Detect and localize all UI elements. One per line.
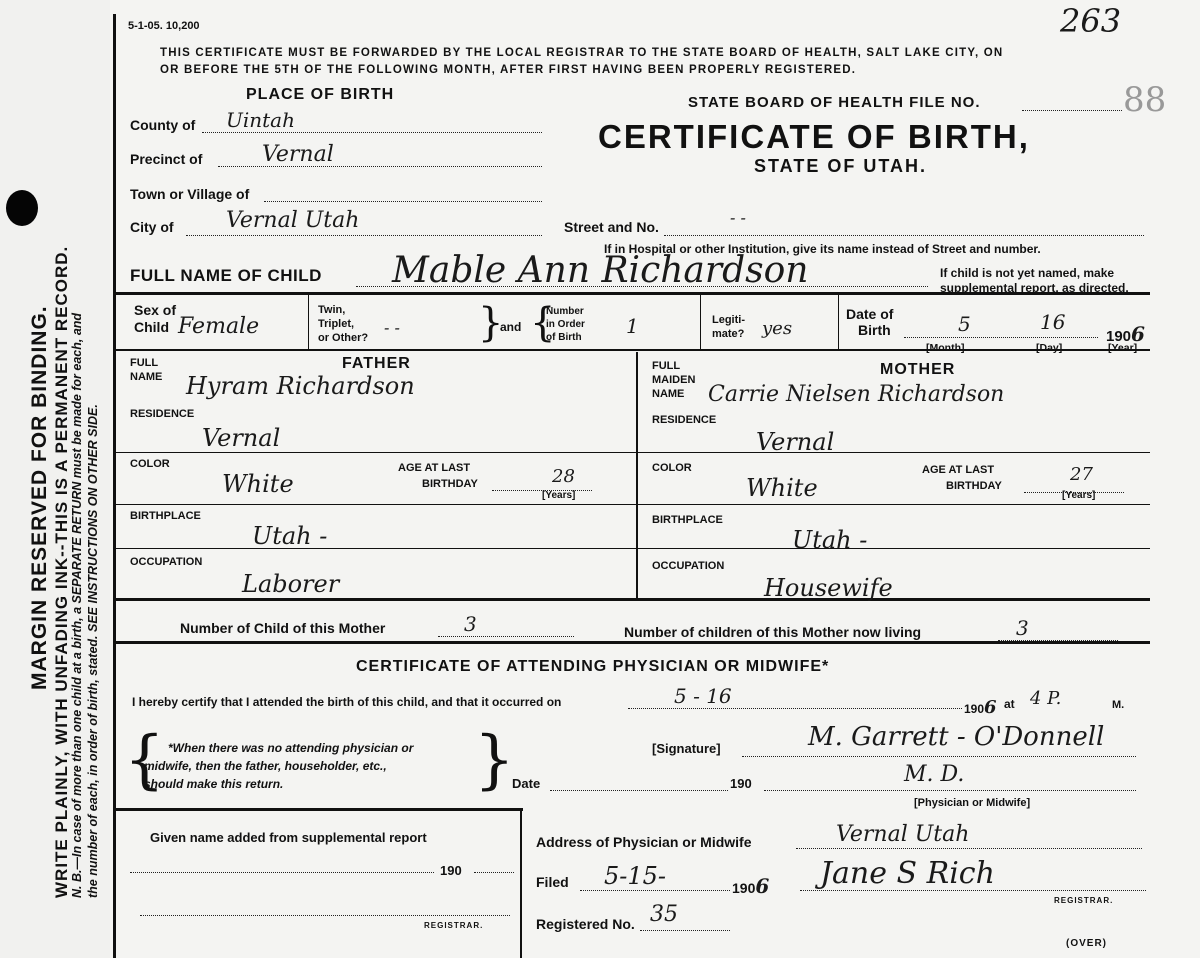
children-living-value: 3 — [1016, 616, 1029, 640]
county-line — [202, 132, 542, 133]
ink-note: WRITE PLAINLY, WITH UNFADING INK--THIS IS A PERMANENT RECORD. — [52, 245, 71, 898]
certificate-title: CERTIFICATE OF BIRTH, — [598, 118, 1030, 155]
date-signed-line — [550, 790, 728, 791]
street-label: Street and No. — [564, 219, 659, 235]
frame-rule-counts — [113, 641, 1150, 644]
date-label: Date — [512, 776, 541, 791]
forward-line-2: OR BEFORE THE 5TH OF THE FOLLOWING MONTH, AFTER FIRST HAVING BEEN PROPERLY REGISTERED. — [160, 64, 857, 76]
occurred-line — [628, 708, 962, 709]
town-line — [264, 201, 542, 202]
father-name-label: NAME — [130, 371, 163, 383]
note-line-2: midwife, then the father, householder, etc., — [144, 759, 387, 773]
given-registrar-label: REGISTRAR. — [424, 921, 484, 930]
note-brace-right: } — [474, 723, 515, 797]
mother-color-label: COLOR — [652, 462, 692, 474]
note-line-3: should make this return. — [144, 777, 284, 791]
twin-label-3: or Other? — [318, 332, 369, 344]
county-label: County of — [130, 117, 196, 133]
over-label: (OVER) — [1066, 938, 1107, 949]
file-no-line — [1022, 110, 1122, 111]
punch-hole — [6, 190, 38, 226]
given-name-line — [130, 872, 434, 873]
twin-label-2: Triplet, — [318, 318, 355, 330]
mother-maiden-label: MAIDEN — [652, 374, 696, 386]
binding-note: MARGIN RESERVED FOR BINDING. — [28, 305, 51, 690]
father-residence-label: RESIDENCE — [130, 408, 195, 420]
note-brace-left: { — [124, 723, 165, 797]
father-rule-2 — [116, 504, 636, 505]
mother-rule-1 — [638, 452, 1150, 453]
father-full-label: FULL — [130, 357, 159, 369]
order-brace: { — [530, 300, 556, 346]
child-number-line — [438, 636, 574, 637]
certificate-subtitle: STATE OF UTAH. — [754, 156, 927, 176]
child-number-label: Number of Child of this Mother — [180, 620, 386, 636]
father-birthplace-value: Utah - — [252, 522, 328, 550]
father-rule-3 — [116, 548, 636, 549]
filed-year — [732, 874, 769, 898]
father-rule-1 — [116, 452, 636, 453]
month-caption: [Month] — [926, 342, 965, 354]
mother-age-label-1: AGE AT LAST — [922, 464, 995, 476]
legit-label-1: Legiti- — [712, 314, 745, 326]
father-age-label-1: AGE AT LAST — [398, 462, 471, 474]
sex-divider-1 — [308, 295, 309, 349]
mother-rule-2 — [638, 504, 1150, 505]
nb-note-2: the number of each, in order of birth, stated. SEE INSTRUCTIONS ON OTHER SIDE. — [86, 404, 100, 898]
mother-birthplace-value: Utah - — [792, 526, 868, 554]
filed-year-digit: 6 — [755, 874, 770, 898]
filed-year-prefix: 190 — [732, 880, 756, 896]
registered-value: 35 — [650, 902, 678, 927]
sex-value: Female — [178, 314, 260, 339]
file-no-value: 88 — [1123, 80, 1167, 120]
mother-birthplace-label: BIRTHPLACE — [652, 514, 723, 526]
full-name-label: FULL NAME OF CHILD — [130, 266, 322, 285]
registrar-label: REGISTRAR. — [1054, 896, 1114, 905]
given-name-label: Given name added from supplemental report — [150, 830, 427, 845]
street-value: - - — [730, 208, 746, 227]
sex-divider-2 — [700, 295, 701, 349]
father-years-caption: [Years] — [542, 490, 576, 501]
birth-day: 16 — [1040, 310, 1066, 334]
physician-heading: CERTIFICATE OF ATTENDING PHYSICIAN OR MIDWIFE* — [356, 658, 830, 675]
mother-heading: MOTHER — [880, 361, 956, 378]
given-year: 190 — [440, 863, 462, 878]
father-birthplace-label: BIRTHPLACE — [130, 510, 201, 522]
given-year-line — [474, 872, 514, 873]
precinct-value: Vernal — [262, 142, 334, 167]
mother-years-caption: [Years] — [1062, 490, 1096, 501]
full-name-value: Mable Ann Richardson — [392, 250, 809, 291]
occurred-year-digit: 6 — [984, 697, 997, 718]
sex-label-2: Child — [134, 319, 169, 335]
filed-label: Filed — [536, 874, 569, 890]
father-residence-value: Vernal — [202, 424, 281, 452]
m-label: M. — [1112, 699, 1125, 711]
mother-residence-value: Vernal — [756, 428, 835, 456]
nb-note-1: N. B.—In case of more than one child at a birth, a SEPARATE RETURN must be made for each, and — [70, 312, 84, 898]
county-value: Uintah — [226, 108, 295, 132]
registered-line — [640, 930, 730, 931]
order-value: 1 — [626, 314, 639, 338]
note-line-1: *When there was no attending physician or — [168, 741, 414, 755]
form-code: 5-1-05. 10,200 — [128, 20, 200, 32]
father-heading: FATHER — [342, 355, 411, 372]
mother-age-value: 27 — [1070, 464, 1093, 485]
frame-rule-footer — [113, 808, 523, 811]
father-age-value: 28 — [552, 466, 575, 487]
not-named-note-1: If child is not yet named, make — [940, 266, 1115, 280]
mother-name-label: NAME — [652, 388, 685, 400]
order-label-1: Number — [546, 306, 584, 317]
occurred-value: 5 - 16 — [674, 684, 732, 708]
filed-value: 5-15- — [604, 862, 667, 890]
father-occupation-value: Laborer — [242, 570, 340, 598]
twin-value: - - — [384, 318, 400, 337]
binding-margin — [0, 0, 110, 958]
parents-divider — [636, 352, 638, 598]
mother-occupation-label: OCCUPATION — [652, 560, 725, 572]
city-line — [186, 235, 542, 236]
frame-rule-sex — [113, 349, 1150, 351]
father-color-value: White — [222, 470, 294, 498]
mother-full-label: FULL — [652, 360, 681, 372]
mother-age-label-2: BIRTHDAY — [946, 480, 1002, 492]
at-label: at — [1004, 697, 1015, 711]
mother-name-value: Carrie Nielsen Richardson — [708, 382, 1005, 407]
father-name-value: Hyram Richardson — [186, 372, 415, 400]
occurred-year-prefix: 190 — [964, 702, 985, 716]
city-label: City of — [130, 219, 174, 235]
mother-color-value: White — [746, 474, 818, 502]
date-year: 190 — [730, 776, 752, 791]
city-value: Vernal Utah — [226, 208, 360, 233]
legit-label-2: mate? — [712, 328, 745, 340]
father-color-label: COLOR — [130, 458, 170, 470]
twin-brace: } — [478, 300, 504, 346]
children-living-line — [998, 640, 1118, 641]
forward-line-1: THIS CERTIFICATE MUST BE FORWARDED BY THE LOCAL REGISTRAR TO THE STATE BOARD OF HEALTH, SALT LAKE CITY, ON — [160, 47, 1004, 59]
hospital-note: If in Hospital or other Institution, give its name instead of Street and number. — [604, 242, 1041, 256]
sex-divider-3 — [838, 295, 839, 349]
mother-residence-label: RESIDENCE — [652, 414, 717, 426]
not-named-note-2: supplemental report, as directed. — [940, 281, 1129, 295]
order-label-3: of Birth — [546, 332, 582, 343]
birth-month: 5 — [958, 312, 971, 336]
town-label: Town or Village of — [130, 186, 250, 202]
precinct-label: Precinct of — [130, 151, 203, 167]
child-number-value: 3 — [464, 612, 477, 636]
title-line — [764, 790, 1136, 791]
birth-year-digit: 6 — [1131, 322, 1145, 346]
physician-signature: M. Garrett - O'Donnell — [808, 722, 1105, 752]
day-caption: [Day] — [1036, 342, 1063, 354]
order-label-2: in Order — [546, 319, 585, 330]
place-of-birth-heading: PLACE OF BIRTH — [246, 86, 395, 103]
father-occupation-label: OCCUPATION — [130, 556, 203, 568]
registrar-signature: Jane S Rich — [820, 856, 995, 891]
date-label-1: Date of — [846, 306, 894, 322]
year-caption: [Year] — [1108, 342, 1138, 354]
physician-title: M. D. — [904, 762, 965, 787]
birth-year-prefix: 190 — [1106, 328, 1132, 345]
given-registrar-line — [140, 915, 510, 916]
time-value: 4 P. — [1030, 688, 1062, 709]
address-line — [796, 848, 1142, 849]
and-label: and — [500, 320, 522, 334]
legit-value: yes — [762, 318, 793, 339]
sex-label-1: Sex of — [134, 302, 177, 318]
signature-label: [Signature] — [652, 741, 721, 756]
twin-label-1: Twin, — [318, 304, 346, 316]
page-number: 263 — [1060, 2, 1122, 40]
file-no-label: STATE BOARD OF HEALTH FILE NO. — [688, 94, 981, 111]
street-line — [664, 235, 1144, 236]
address-label: Address of Physician or Midwife — [536, 834, 752, 850]
mother-occupation-value: Housewife — [764, 574, 893, 602]
role-caption: [Physician or Midwife] — [914, 797, 1031, 809]
footer-divider — [520, 808, 522, 958]
mother-rule-3 — [638, 548, 1150, 549]
registered-label: Registered No. — [536, 916, 635, 932]
signature-line — [742, 756, 1136, 757]
date-label-2: Birth — [858, 322, 891, 338]
frame-left — [113, 14, 116, 958]
father-age-label-2: BIRTHDAY — [422, 478, 478, 490]
date-line — [904, 337, 1098, 338]
frame-rule-parents — [113, 598, 1150, 601]
certify-text: I hereby certify that I attended the birth of this child, and that it occurred on — [132, 695, 562, 709]
children-living-label: Number of children of this Mother now living — [624, 624, 922, 640]
address-value: Vernal Utah — [836, 822, 970, 847]
filed-line — [580, 890, 730, 891]
occurred-year — [964, 697, 997, 718]
